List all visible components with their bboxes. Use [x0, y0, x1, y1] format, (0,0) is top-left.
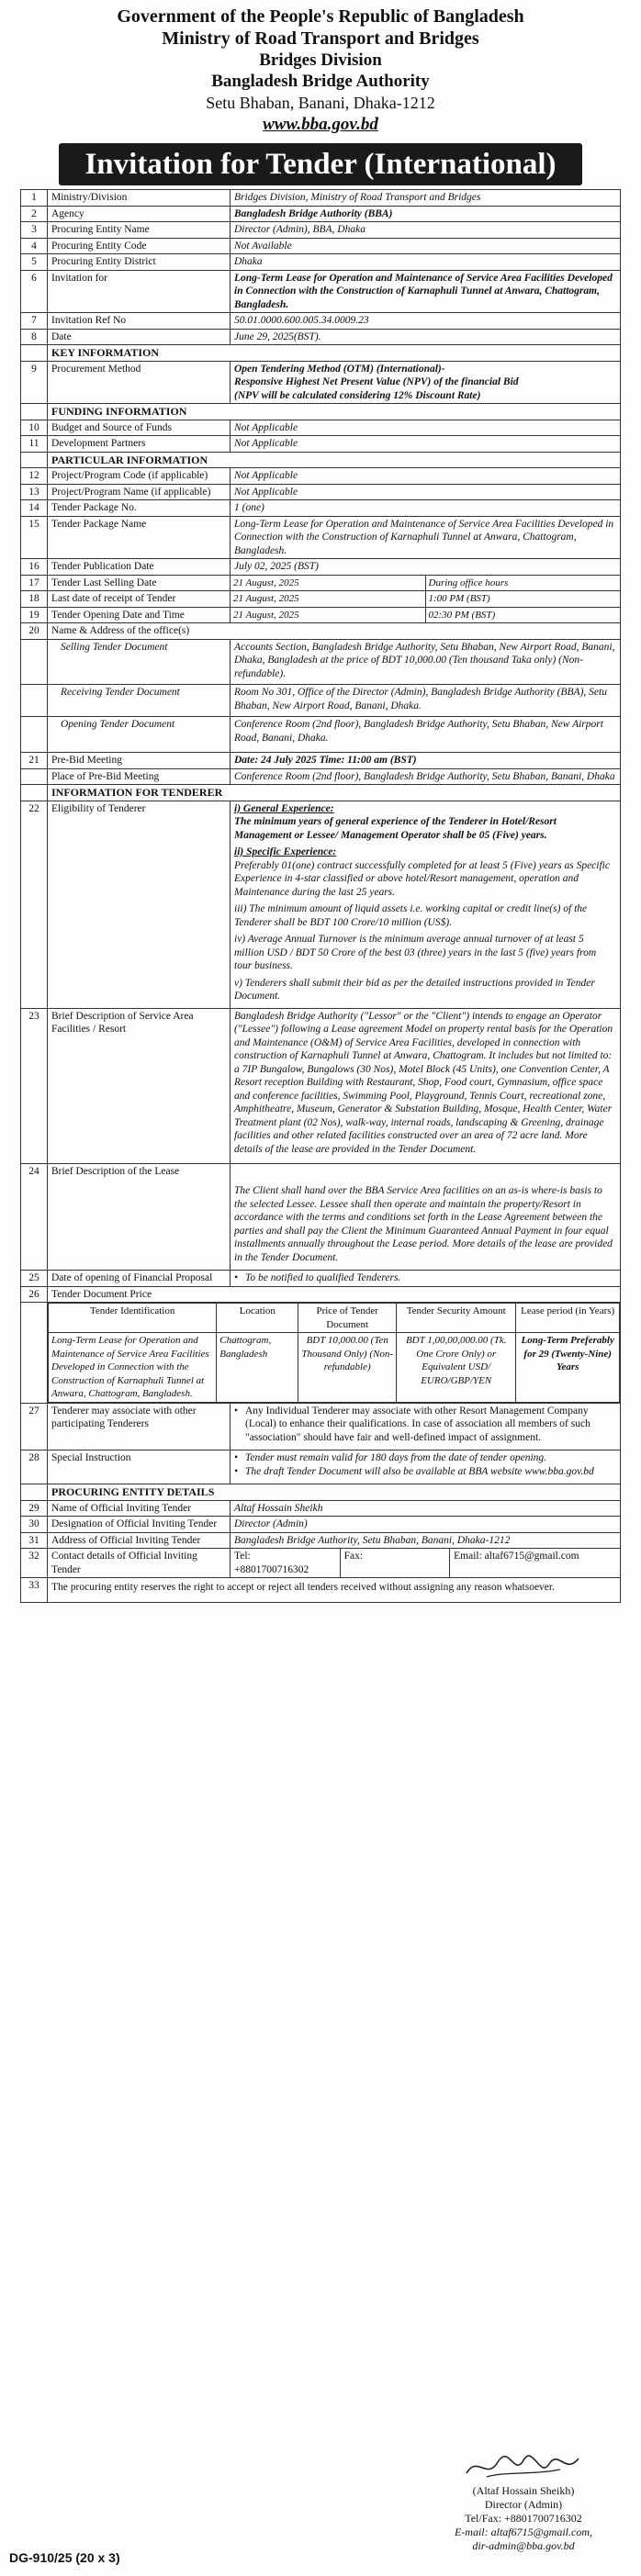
- address-line: Setu Bhaban, Banani, Dhaka-1212: [206, 94, 435, 112]
- contact-tel: Tel: +8801700716302: [231, 1549, 341, 1577]
- table-row: [21, 254, 621, 271]
- table-row: [21, 1450, 621, 1484]
- table-row: [21, 222, 621, 239]
- section-title: INFORMATION FOR TENDERER: [48, 785, 621, 801]
- row-number: 11: [21, 436, 48, 453]
- table-row: [21, 1532, 621, 1549]
- row-number: 9: [21, 361, 48, 404]
- row-label: Brief Description of the Lease: [48, 1164, 231, 1271]
- table-row: [21, 591, 621, 608]
- section-title: FUNDING INFORMATION: [48, 404, 621, 420]
- row-label: Budget and Source of Funds: [48, 420, 231, 436]
- table-cell: Chattogram, Bangladesh: [217, 1333, 298, 1403]
- row-number: 2: [21, 206, 48, 222]
- row-label: Tender Package No.: [48, 500, 231, 517]
- row-value: Not Available: [231, 238, 621, 254]
- row-label: Tenderer may associate with other participating Tenderers: [48, 1403, 231, 1450]
- row-number: 26: [21, 1286, 48, 1303]
- row-number: 30: [21, 1517, 48, 1533]
- table-cell: Long-Term Lease for Operation and Maintenance of Service Area Facilities Developed in Connection with the Construction of Karnaphuli Tunnel at Anwara, Chattogram, Bangladesh.: [49, 1333, 217, 1403]
- row-value: 1 (one): [231, 500, 621, 517]
- row-label: Eligibility of Tenderer: [48, 801, 231, 1008]
- row-number: 24: [21, 1164, 48, 1271]
- section-title: KEY INFORMATION: [48, 345, 621, 362]
- row-label: Project/Program Name (if applicable): [48, 484, 231, 500]
- row-value: Not Applicable: [231, 484, 621, 500]
- table-row: [21, 623, 621, 640]
- signatory-name: (Altaf Hossain Sheikh): [472, 2484, 575, 2497]
- table-row: [21, 559, 621, 576]
- authority-line: Bangladesh Bridge Authority: [211, 72, 430, 91]
- row-value: Long-Term Lease for Operation and Maintenance of Service Area Facilities Developed in Connection with the Construction of Karnaphuli Tunnel at Anwara, Chattogram, Bangladesh.: [231, 516, 621, 559]
- instruction-item: • The draft Tender Document will also be available at BBA website www.bba.gov.bd: [234, 1465, 616, 1479]
- table-row: [21, 1403, 621, 1450]
- section-title: PARTICULAR INFORMATION: [48, 452, 621, 468]
- row-value: Date: 24 July 2025 Time: 11:00 am (BST): [231, 753, 621, 769]
- specific-experience-text: Preferably 01(one) contract successfully completed for at least 5 (Five) years as Specific Experience in 4-star classified or above hotel/Resort management, operation and Maintenance during the last 25 years.: [234, 859, 610, 898]
- table-row: [21, 313, 621, 330]
- table-row: [21, 685, 621, 717]
- row-number: 12: [21, 468, 48, 485]
- table-row: [21, 468, 621, 485]
- row-number: 3: [21, 222, 48, 239]
- table-row: [21, 1164, 621, 1271]
- date-value: 21 August, 2025: [231, 608, 425, 623]
- row-number: 25: [21, 1271, 48, 1287]
- row-label: Invitation for: [48, 270, 231, 313]
- row-value: Bangladesh Bridge Authority, Setu Bhaban, Banani, Dhaka-1212: [231, 1532, 621, 1549]
- signatory-email[interactable]: E-mail: altaf6715@gmail.com,: [454, 2526, 593, 2538]
- row-number: 32: [21, 1549, 48, 1578]
- row-number: 14: [21, 500, 48, 517]
- table-cell: BDT 10,000.00 (Ten Thousand Only) (Non-refundable): [298, 1333, 397, 1403]
- row-label: Date: [48, 329, 231, 345]
- row-value: The procuring entity reserves the right to accept or reject all tenders received without assigning any reason whatsoever.: [48, 1578, 621, 1603]
- row-label: Tender Publication Date: [48, 559, 231, 576]
- column-header: Price of Tender Document: [298, 1304, 397, 1333]
- row-number: 23: [21, 1008, 48, 1164]
- row-label: Project/Program Code (if applicable): [48, 468, 231, 485]
- eligibility-details: [231, 801, 621, 1008]
- row-value: Open Tendering Method (OTM) (International)- Responsive Highest Net Present Value (NPV) of the financial Bid (NPV will be calculated considering 12% Discount Rate): [231, 361, 621, 404]
- table-row: [21, 639, 621, 685]
- section-heading: [21, 785, 621, 801]
- website-link[interactable]: www.bba.gov.bd: [263, 115, 378, 134]
- table-row: [21, 768, 621, 785]
- table-row: [21, 270, 621, 313]
- row-value: Not Applicable: [231, 436, 621, 453]
- row-number: 5: [21, 254, 48, 271]
- row-number: 20: [21, 623, 48, 640]
- table-row: [21, 1578, 621, 1603]
- row-label: Tender Last Selling Date: [48, 575, 231, 591]
- table-row: [21, 190, 621, 207]
- submission-text: v) Tenderers shall submit their bid as per the detailed instructions provided in Tender Document.: [234, 977, 595, 1002]
- row-number: 13: [21, 484, 48, 500]
- row-number: 16: [21, 559, 48, 576]
- row-number: 15: [21, 516, 48, 559]
- section-heading: [21, 404, 621, 420]
- row-value: July 02, 2025 (BST): [231, 559, 621, 576]
- row-label: Pre-Bid Meeting: [48, 753, 231, 769]
- turnover-text: iv) Average Annual Turnover is the minimum average annual turnover of at least 5 million USD / BDT 50 Crore of the best 03 (three) years in the last 5 (five) years from tour business.: [234, 934, 597, 971]
- row-number: 10: [21, 420, 48, 436]
- signature-block: [422, 2449, 624, 2553]
- row-value: • Any Individual Tenderer may associate with other Resort Management Company (Local) to enhance their qualifications. In case of association all members of such "association" should have fair and well-defined impact of assignment.: [234, 1405, 616, 1445]
- time-value: 02:30 PM (BST): [428, 609, 496, 621]
- row-label: Address of Official Inviting Tender: [48, 1532, 231, 1549]
- row-value: Director (Admin), BBA, Dhaka: [231, 222, 621, 239]
- table-row: [21, 484, 621, 500]
- row-number: 7: [21, 313, 48, 330]
- table-row: [21, 607, 621, 623]
- row-number: 18: [21, 591, 48, 608]
- row-label: Development Partners: [48, 436, 231, 453]
- general-experience-text: The minimum years of general experience of the Tenderer in Hotel/Resort Management or Lessee/ Management Operator shall be 05 (Five) years.: [234, 816, 557, 841]
- section-heading: [21, 452, 621, 468]
- row-number: 17: [21, 575, 48, 591]
- general-experience-heading: i) General Experience:: [234, 802, 334, 814]
- row-number: 8: [21, 329, 48, 345]
- table-cell: BDT 1,00,00,000.00 (Tk. One Crore Only) or Equivalent USD/ EURO/GBP/YEN: [397, 1333, 516, 1403]
- row-label: Special Instruction: [48, 1450, 231, 1484]
- row-value: The Client shall hand over the BBA Service Area facilities on an as-is where-is basis to the selected Lessee. Lessee shall then operate and maintain the property/Resort in accordance with the terms and conditions set forth in the Lease Agreement between the parties and shall pay the Client the Minimum Guaranteed Annual Payment in four equal installments annually throughout the Lease period. More details of the lease are provided in the Tender Document.: [231, 1164, 621, 1271]
- row-label: Last date of receipt of Tender: [48, 591, 231, 608]
- row-label: Agency: [48, 206, 231, 222]
- row-number: 31: [21, 1532, 48, 1549]
- signature-image: [422, 2449, 624, 2484]
- time-value: 1:00 PM (BST): [428, 593, 490, 604]
- row-value: • To be notified to qualified Tenderers.: [234, 1271, 616, 1285]
- government-line: Government of the People's Republic of Bangladesh: [117, 6, 524, 27]
- row-label: Designation of Official Inviting Tender: [48, 1517, 231, 1533]
- division-line: Bridges Division: [259, 50, 382, 70]
- table-row: [21, 1303, 621, 1404]
- row-label: Procuring Entity Code: [48, 238, 231, 254]
- notice-title-banner: Invitation for Tender (International): [59, 143, 582, 185]
- row-number: 19: [21, 607, 48, 623]
- row-value: Bangladesh Bridge Authority (BBA): [231, 206, 621, 222]
- row-label: Place of Pre-Bid Meeting: [48, 768, 231, 785]
- contact-fax: Fax:: [341, 1549, 451, 1577]
- tender-price-table: [48, 1303, 620, 1403]
- table-row: [21, 361, 621, 404]
- liquid-assets-text: iii) The minimum amount of liquid assets i.e. working capital or credit line(s) of the Tenderer shall be BDT 100 Crore/10 million (US$).: [234, 903, 588, 928]
- section-heading: [21, 345, 621, 362]
- table-row: [21, 753, 621, 769]
- section-heading: [21, 1484, 621, 1501]
- row-value: Room No 301, Office of the Director (Admin), Bangladesh Bridge Authority (BBA), Setu Bhaban, New Airport Road, Banani, Dhaka.: [231, 685, 621, 717]
- instruction-item: • Tender must remain valid for 180 days from the date of tender opening.: [234, 1451, 616, 1465]
- row-label: Name of Official Inviting Tender: [48, 1500, 231, 1517]
- row-value: Bangladesh Bridge Authority ("Lessor" or the "Client") intends to engage an Operator ("Lessee") following a Lease agreement Model on property rental basis for the Operation and Maintenance (O&M) of Service Area Facilities, developed in connection with construction of Karnaphuli Tunnel at Anwara, Chattogram. It includes but not limited to: a 7IP Bungalow, Bungalows (30 Nos), Motel Block (45 Units), one Convention Center, A Resort reception Building with Restaurant, Shop, Food court, Gymnasium, office space and conference facilities, Swimming Pool, Playground, Tennis Court, recreational zone, Amphitheatre, Museum, Generator & Substation Building, Mosque, Health Center, Water Treatment plant (02 Nos), walk-way, internal roads, landscaping & Greening, drainage facilities and other related facilities constructed over an area of 72 acre land. More details of the lease are provided in the Tender Document.: [231, 1008, 621, 1164]
- row-label: Brief Description of Service Area Facilities / Resort: [48, 1008, 231, 1164]
- signatory-phone: Tel/Fax: +8801700716302: [465, 2512, 582, 2525]
- row-label: Name & Address of the office(s): [48, 623, 621, 640]
- column-header: Tender Identification: [49, 1304, 217, 1333]
- row-number: 21: [21, 753, 48, 769]
- row-label: Ministry/Division: [48, 190, 231, 207]
- table-cell: Long-Term Preferably for 29 (Twenty-Nine) Years: [516, 1333, 620, 1403]
- row-value: Accounts Section, Bangladesh Bridge Authority, Setu Bhaban, New Airport Road, Banani, Dhaka, Bangladesh at the price of BDT 10,000.00 (Ten thousand Taka only) (Non-refundable).: [231, 639, 621, 685]
- row-label: Tender Package Name: [48, 516, 231, 559]
- row-number: 6: [21, 270, 48, 313]
- table-row: [21, 516, 621, 559]
- row-label: Procurement Method: [48, 361, 231, 404]
- signatory-designation: Director (Admin): [484, 2498, 563, 2511]
- row-value: Dhaka: [231, 254, 621, 271]
- row-value: 50.01.0000.600.005.34.0009.23: [231, 313, 621, 330]
- row-number: 29: [21, 1500, 48, 1517]
- table-row: [21, 238, 621, 254]
- row-label: Tender Opening Date and Time: [48, 607, 231, 623]
- row-label: Tender Document Price: [48, 1286, 621, 1303]
- row-value: Long-Term Lease for Operation and Maintenance of Service Area Facilities Developed in Connection with the Construction of Karnaphuli Tunnel at Anwara, Chattogram, Bangladesh.: [231, 270, 621, 313]
- table-row: [21, 420, 621, 436]
- footer-code: DG-910/25 (20 x 3): [9, 2550, 120, 2565]
- column-header: Location: [217, 1304, 298, 1333]
- row-label: Invitation Ref No: [48, 313, 231, 330]
- row-label: Receiving Tender Document: [48, 685, 231, 717]
- column-header: Lease period (in Years): [516, 1304, 620, 1333]
- row-label: Procuring Entity Name: [48, 222, 231, 239]
- date-value: 21 August, 2025: [231, 591, 425, 607]
- table-row: [21, 436, 621, 453]
- row-value: Conference Room (2nd floor), Bangladesh Bridge Authority, Setu Bhaban, New Airport Road, Banani, Dhaka.: [231, 717, 621, 753]
- row-value: Altaf Hossain Sheikh: [231, 1500, 621, 1517]
- row-label: Date of opening of Financial Proposal: [48, 1271, 231, 1287]
- table-row: [21, 1286, 621, 1303]
- section-title: PROCURING ENTITY DETAILS: [48, 1484, 621, 1501]
- row-number: 33: [21, 1578, 48, 1603]
- table-row: [21, 575, 621, 591]
- table-row: [21, 329, 621, 345]
- row-number: 28: [21, 1450, 48, 1484]
- date-value: 21 August, 2025: [231, 576, 425, 591]
- table-row: [21, 1517, 621, 1533]
- signatory-email-alt[interactable]: dir-admin@bba.gov.bd: [472, 2539, 575, 2552]
- table-row: [21, 801, 621, 1008]
- row-value: June 29, 2025(BST).: [231, 329, 621, 345]
- table-row: [21, 1008, 621, 1164]
- table-row: [21, 1500, 621, 1517]
- row-value: Not Applicable: [231, 420, 621, 436]
- row-number: 27: [21, 1403, 48, 1450]
- row-value: Conference Room (2nd floor), Bangladesh Bridge Authority, Setu Bhaban, Banani, Dhaka: [231, 768, 621, 785]
- time-value: During office hours: [428, 577, 509, 588]
- tender-info-table: [20, 189, 621, 1603]
- notice-header: [20, 0, 621, 136]
- contact-email[interactable]: Email: altaf6715@gmail.com: [454, 1551, 579, 1562]
- specific-experience-heading: ii) Specific Experience:: [234, 846, 337, 857]
- ministry-line: Ministry of Road Transport and Bridges: [162, 28, 479, 49]
- table-row: [21, 717, 621, 753]
- row-number: 4: [21, 238, 48, 254]
- row-label: Selling Tender Document: [48, 639, 231, 685]
- row-value: Bridges Division, Ministry of Road Transport and Bridges: [231, 190, 621, 207]
- table-row: [21, 500, 621, 517]
- row-number: 22: [21, 801, 48, 1008]
- table-row: [21, 1549, 621, 1578]
- row-value: Not Applicable: [231, 468, 621, 485]
- row-label: Contact details of Official Inviting Tender: [48, 1549, 231, 1578]
- table-row: [21, 206, 621, 222]
- table-row: [21, 1271, 621, 1287]
- column-header: Tender Security Amount: [397, 1304, 516, 1333]
- row-number: 1: [21, 190, 48, 207]
- row-label: Opening Tender Document: [48, 717, 231, 753]
- row-value: Director (Admin): [231, 1517, 621, 1533]
- row-label: Procuring Entity District: [48, 254, 231, 271]
